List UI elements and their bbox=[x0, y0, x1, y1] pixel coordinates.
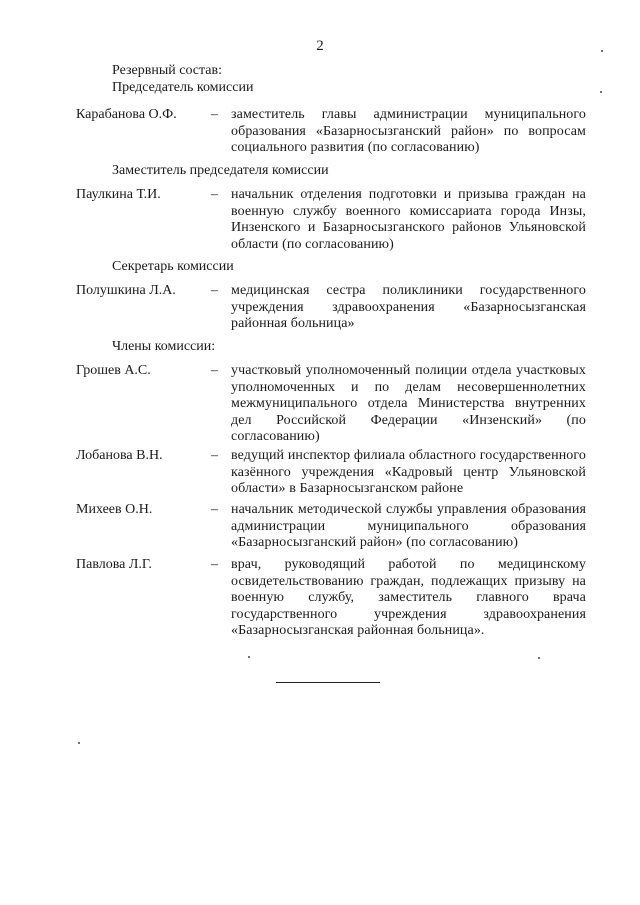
member-description: врач, руководящий работой по медицинскому освидетельствованию граждан, подлежащих призыву на военную службу, заместитель главного врача государственного учреждения здравоохранения «Базарносызганская районная больница». bbox=[231, 557, 586, 638]
section-title-secretary: Секретарь комиссии bbox=[112, 259, 234, 274]
member-name: Лобанова В.Н. bbox=[76, 448, 163, 463]
dash: – bbox=[211, 283, 218, 298]
member-description: заместитель главы администрации муниципального образования «Базарносызганский район» по вопросам социального развития (по согласованию) bbox=[231, 107, 586, 155]
scan-speck bbox=[601, 50, 603, 52]
member-name: Полушкина Л.А. bbox=[76, 283, 176, 298]
section-title-deputy: Заместитель председателя комиссии bbox=[112, 163, 329, 178]
dash: – bbox=[211, 448, 218, 463]
section-title-chair: Председатель комиссии bbox=[112, 80, 254, 95]
dash: – bbox=[211, 363, 218, 378]
scan-speck bbox=[78, 742, 80, 744]
scan-speck bbox=[538, 657, 540, 659]
dash: – bbox=[211, 557, 218, 572]
dash: – bbox=[211, 502, 218, 517]
member-name: Карабанова О.Ф. bbox=[76, 107, 177, 122]
scan-speck bbox=[248, 656, 250, 658]
member-description: медицинская сестра поликлиники государственного учреждения здравоохранения «Базарносызганская районная больница» bbox=[231, 283, 586, 331]
section-title-members: Члены комиссии: bbox=[112, 339, 216, 354]
member-description: ведущий инспектор филиала областного государственного казённого учреждения «Кадровый центр Ульяновской области» в Базарносызганском районе bbox=[231, 448, 586, 496]
member-name: Паулкина Т.И. bbox=[76, 187, 161, 202]
member-description: начальник методической службы управления образования администрации муниципального образования «Базарносызганский район» (по согласованию) bbox=[231, 502, 586, 550]
dash: – bbox=[211, 107, 218, 122]
member-description: начальник отделения подготовки и призыва граждан на военную службу военного комиссариата города Инзы, Инзенского и Базарносызганского районов Ульяновской области (по согласованию) bbox=[231, 187, 586, 252]
member-description: участковый уполномоченный полиции отдела участковых уполномоченных и по делам несовершеннолетних межмуниципального отдела Министерства внутренних дел Российской Федерации «Инзенский» (по согласованию) bbox=[231, 363, 586, 444]
dash: – bbox=[211, 187, 218, 202]
member-name: Грошев А.С. bbox=[76, 363, 151, 378]
closing-rule bbox=[276, 682, 380, 683]
reserve-heading: Резервный состав: bbox=[112, 63, 223, 78]
member-name: Павлова Л.Г. bbox=[76, 557, 152, 572]
member-name: Михеев О.Н. bbox=[76, 502, 153, 517]
scan-speck bbox=[600, 91, 602, 93]
page-number: 2 bbox=[316, 38, 324, 54]
